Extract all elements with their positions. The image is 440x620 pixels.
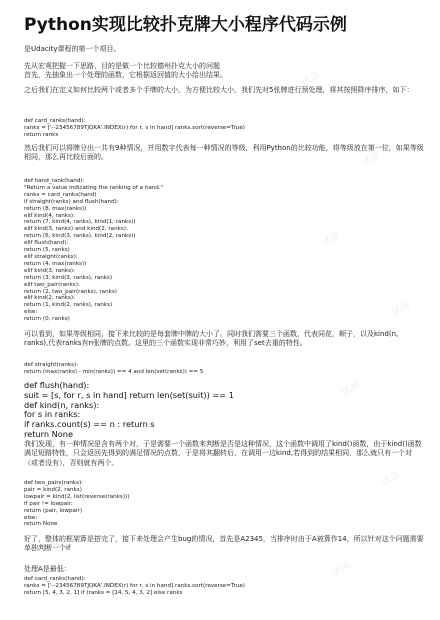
code-line: return [5, 4, 3, 2, 1] if (ranks = [14, 5, 4, 3, 2] else ranks — [24, 589, 183, 596]
code-line: def hand_rank(hand): — [24, 178, 85, 184]
paragraph-sort: 之后我们在定义如何比较两个或者多个手牌的大小，为方便比较大小，我们先对5张牌进行预处理，将其按照降序排序，如下： — [24, 86, 414, 94]
code-block-hand-rank — [24, 178, 424, 323]
code-line: ranks = card_ranks(hand) — [24, 191, 97, 198]
code-line: elif kind(3, ranks) and kind(2, ranks): — [24, 226, 128, 233]
code-line: def flush(hand): — [24, 380, 90, 390]
code-line: return ranks — [24, 131, 59, 138]
code-block-card-ranks — [24, 118, 424, 139]
watermark: 试读 — [299, 69, 323, 89]
paragraph-helpers: 可以看到，如果等级相同，接下来比较的是每套牌中牌的大小了。同时我们需要三个函数，代表同花，顺子，以及kind(n, ranks),代表ranks有n张牌的点数。这里的三个函数实现非常巧妙，利用了set去重的特性。 — [24, 330, 399, 348]
code-line: elif kind(4, ranks): — [24, 212, 75, 219]
code-line: return (1, kind(2, ranks), ranks) — [24, 302, 113, 309]
code-block-card-ranks-fixed — [24, 576, 424, 597]
code-line: elif flush(hand): — [24, 240, 69, 247]
paragraph-approach — [24, 62, 424, 81]
watermark: 试读 — [339, 379, 363, 399]
code-line: return (6, kind(3, ranks), kind(2, ranks)) — [24, 233, 136, 240]
watermark: 试读 — [359, 149, 383, 169]
paragraph-levels: 然后我们可以将牌分出一共有9种情况，并用数字代表每一种情况的等级，利用Python的比较功能，将等级放在第一位，如果等级相同，那么再比较后面的。 — [24, 144, 424, 162]
code-block-flush-kind — [24, 381, 424, 440]
code-line: if pair != lowpair: — [24, 500, 73, 507]
code-line: elif two_pair(ranks): — [24, 281, 80, 288]
code-line: def card_ranks(hand): — [24, 118, 86, 124]
code-line: return (5, ranks) — [24, 247, 70, 254]
code-line: if straight(ranks) and flush(hand): — [24, 198, 119, 205]
code-line: suit = [s, for r, s in hand] return len(set(suit)) == 1 — [24, 389, 234, 400]
code-line: elif straight(ranks): — [24, 253, 78, 260]
code-line: ranks = ['--23456789TJQKA'.INDEX(r) for r, s in hand] ranks.sort(reverse=True) — [24, 124, 245, 131]
code-line: return None — [24, 428, 73, 439]
code-line: return (pair, lowpair) — [24, 507, 83, 514]
code-line: return (4, max(ranks)) — [24, 260, 87, 267]
code-line: ranks = ['--23456789TJQKA'.INDEX(r) for r, s in hand] ranks.sort(reverse=True) — [24, 582, 245, 589]
code-line: def straight(ranks): — [24, 362, 79, 368]
watermark: 试读 — [329, 559, 353, 579]
code-line: return (8, max(ranks)) — [24, 205, 87, 212]
code-line: pair = kind(2, ranks) — [24, 486, 82, 493]
code-line: return None — [24, 521, 58, 528]
code-block-straight — [24, 362, 424, 376]
watermark: 试读 — [389, 299, 413, 319]
code-line: return (0, ranks) — [24, 316, 70, 323]
code-block-two-pairs — [24, 480, 424, 528]
paragraph-ace-low: 处理A是最低： — [24, 565, 71, 573]
code-line: def kind(n, ranks): — [24, 399, 100, 410]
paragraph-two-pairs: 我们发现，有一种情况是含有两个对，于是需要一个函数来判断是否是这种情况，这个函数中调用了kind()函数，由于kind()函数满足短路特性，只会返回先得到的满足情况的点数，于是将其翻转后，在调用一边kind,若得到的结果相同，那么就只有一个对（或者没有），否则就有两个。 — [24, 440, 422, 467]
paragraph-bug: 好了，整体的框架算是搭完了，接下来处理会产生bug的情况，首先是A2345，当排序时由于A被算作14，所以针对这个问题需要单独判断一个if — [24, 535, 424, 553]
page-title: Python实现比较扑克牌大小程序代码示例 — [24, 15, 347, 35]
paragraph-approach-line-2: 首先，先抽象出一个处理的函数，它根据返回值的大小给出结果。 — [24, 71, 227, 80]
paragraph-intro: 是Udacity课程的第一个项目。 — [24, 45, 121, 53]
code-line: return (max(ranks) - min(ranks)) == 4 and len(set(ranks)) == 5 — [24, 368, 204, 375]
code-line: "Return a value indicating the ranking of a hand." — [24, 184, 164, 191]
code-line: lowpair = kind(2, list(reverse(ranks))) — [24, 493, 130, 500]
code-line: if ranks.count(s) == n : return s — [24, 419, 155, 430]
code-line: return (2, two_pair(ranks), ranks) — [24, 288, 117, 295]
paragraph-approach-line-1: 先从宏观把握一下思路，目的是做一个比较德州扑克大小的问题 — [24, 62, 220, 70]
code-line: for s in ranks: — [24, 409, 81, 420]
code-line: return (7, kind(4, ranks), kind(1, ranks)) — [24, 219, 136, 226]
code-line: else: — [24, 309, 38, 316]
code-line: return (3, kind(3, ranks), ranks) — [24, 274, 113, 281]
code-line: elif kind(3, ranks): — [24, 267, 75, 274]
watermark: 试读 — [319, 229, 343, 249]
code-line: def two_pairs(ranks): — [24, 480, 84, 486]
watermark: 试读 — [379, 469, 403, 489]
code-line: else: — [24, 514, 38, 521]
code-line: def card_ranks(hand): — [24, 576, 86, 582]
code-line: elif kind(2, ranks): — [24, 295, 75, 302]
